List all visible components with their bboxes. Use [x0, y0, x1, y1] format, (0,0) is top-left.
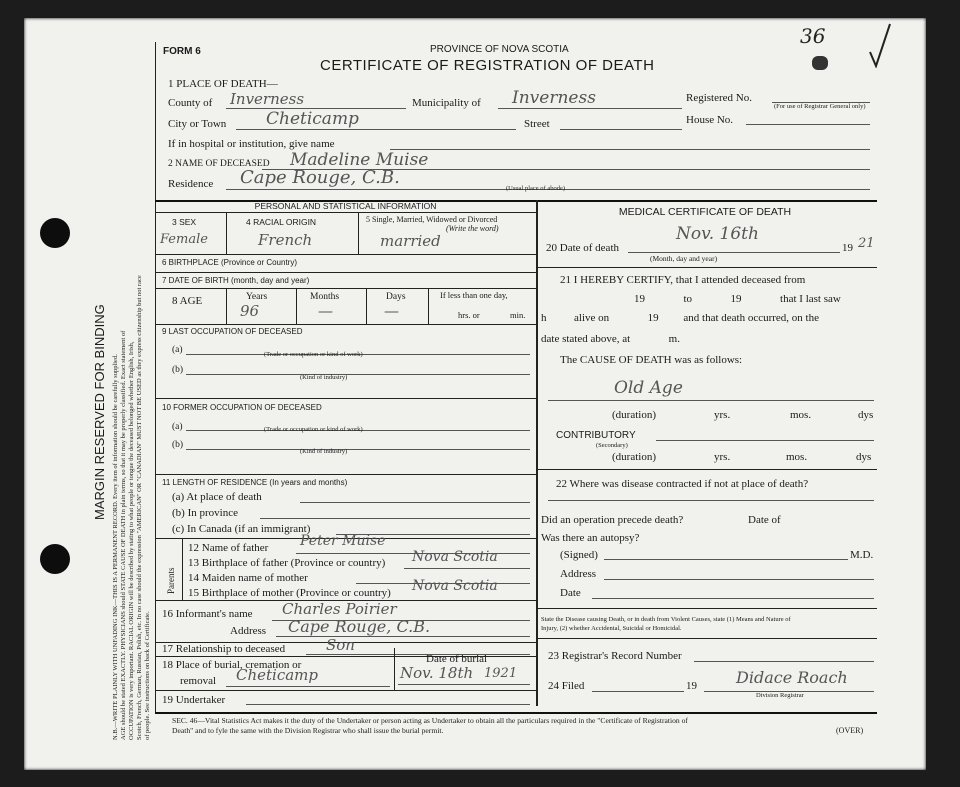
- row-b-label: (b): [172, 365, 184, 375]
- years-unit: yrs.: [714, 409, 731, 421]
- days-value: —: [384, 302, 399, 320]
- over-label: (OVER): [836, 726, 864, 735]
- operation-label: Did an operation precede death?: [541, 514, 684, 526]
- field-line: [628, 252, 840, 253]
- last-occupation-label: 9 LAST OCCUPATION OF DECEASED: [162, 327, 303, 336]
- months-value: —: [318, 302, 333, 320]
- cell-divider: [366, 288, 367, 324]
- place-heading: 1 PLACE OF DEATH—: [168, 78, 278, 90]
- field-line: [186, 374, 530, 375]
- sex-value: Female: [160, 232, 208, 247]
- less-than-day-label: If less than one day,: [440, 290, 508, 300]
- death-year-value: 21: [858, 236, 875, 251]
- field-line: [604, 579, 874, 580]
- field-line: [548, 400, 874, 401]
- division-registrar-label: Division Registrar: [756, 692, 804, 699]
- house-label: House No.: [686, 114, 734, 126]
- racial-value: French: [258, 231, 313, 249]
- years-unit: yrs.: [714, 451, 731, 463]
- relationship-value: Son: [326, 636, 355, 654]
- record-number-label: 23 Registrar's Record Number: [548, 650, 682, 662]
- instruction-line: AGE should be stated EXACTLY. PHYSICIANS should STATE CAUSE OF DEATH in plain terms, so that it may be properly classified. Exact statement of: [120, 330, 127, 740]
- deceased-name-value: Madeline Muise: [290, 150, 429, 170]
- footer-rule: [155, 712, 877, 714]
- certify-line-3: h alive on 19 and that death occurred, on the: [541, 312, 819, 324]
- municipality-value: Inverness: [512, 88, 596, 108]
- burial-year-value: 1921: [484, 666, 518, 681]
- city-label: City or Town: [168, 118, 227, 130]
- ink-stamp: [812, 56, 828, 70]
- field-line: [186, 449, 530, 450]
- months-unit: mos.: [790, 409, 812, 421]
- burial-date-value: Nov. 18th: [400, 664, 474, 682]
- residence-value: Cape Rouge, C.B.: [240, 167, 400, 188]
- months-label: Months: [310, 292, 340, 302]
- county-label: County of: [168, 97, 213, 109]
- cell-divider: [394, 648, 395, 690]
- residence-c-label: (c) In Canada (if an immigrant): [172, 523, 311, 535]
- informant-label: 16 Informant's name: [162, 608, 253, 620]
- operation-date-label: Date of: [748, 514, 781, 526]
- informant-value: Charles Poirier: [282, 600, 397, 618]
- registrar-note: (For use of Registrar General only): [774, 103, 866, 110]
- birthplace-label: 6 BIRTHPLACE (Province or Country): [162, 258, 298, 267]
- page-number: 36: [800, 24, 826, 48]
- instruction-line: N.B.—WRITE PLAINLY WITH UNFADING INK—THIS IS A PERMANENT RECORD. Every item of information should be carefully supplied.: [112, 354, 119, 740]
- field-line: [246, 704, 530, 705]
- former-occupation-label: 10 FORMER OCCUPATION OF DECEASED: [162, 403, 322, 412]
- autopsy-label: Was there an autopsy?: [541, 532, 640, 544]
- trade-note: (Trade or occupation or kind of work): [264, 426, 363, 433]
- residence-label: Residence: [168, 178, 214, 190]
- parents-label: Parents: [166, 567, 176, 594]
- certify-line-2: 19 to 19 that I last saw: [634, 293, 841, 305]
- burial-place-value: Cheticamp: [236, 666, 319, 684]
- cell-divider: [226, 288, 227, 324]
- field-line: [592, 691, 684, 692]
- form-border: [155, 42, 156, 714]
- field-line: [390, 149, 870, 150]
- footer-text: SEC. 46—Vital Statistics Act makes it the duty of the Undertaker or person acting as Undertaker to obtain all the particulars required in the "Certificate of Registration of: [172, 716, 688, 725]
- field-line: [560, 129, 682, 130]
- section-rule: [155, 324, 536, 325]
- death-year-prefix: 19: [842, 242, 853, 254]
- sex-label: 3 SEX: [172, 217, 197, 227]
- years-value: 96: [240, 302, 260, 320]
- field-line: [592, 598, 874, 599]
- marital-value: married: [380, 232, 441, 250]
- racial-label: 4 RACIAL ORIGIN: [246, 217, 317, 227]
- field-line: [276, 636, 530, 637]
- city-value: Cheticamp: [266, 109, 359, 129]
- burial-label: 18 Place of burial, cremation or: [162, 659, 302, 671]
- field-line: [300, 502, 530, 503]
- days-unit: dys: [858, 409, 874, 421]
- field-line: [260, 518, 530, 519]
- field-line: [404, 568, 530, 569]
- field-line: [498, 108, 682, 109]
- industry-note: (Kind of industry): [300, 374, 348, 381]
- section-rule: [155, 212, 536, 213]
- informant-address-label: Address: [230, 625, 267, 637]
- death-date-label: 20 Date of death: [546, 242, 619, 254]
- residence-b-label: (b) In province: [172, 507, 238, 519]
- section-rule: [536, 469, 877, 470]
- cell-divider: [296, 288, 297, 324]
- date-note: (Month, day and year): [650, 254, 718, 263]
- section-rule: [536, 608, 877, 609]
- duration-label: (duration): [612, 409, 656, 421]
- binding-hole: [40, 544, 70, 574]
- column-divider: [536, 200, 538, 706]
- field-line: [548, 500, 874, 501]
- residence-a-label: (a) At place of death: [172, 491, 262, 503]
- father-birthplace-label: 13 Birthplace of father (Province or country): [188, 557, 386, 569]
- days-unit: dys: [856, 451, 872, 463]
- physician-address-label: Address: [560, 568, 597, 580]
- relationship-label: 17 Relationship to deceased: [162, 643, 286, 655]
- father-label: 12 Name of father: [188, 542, 269, 554]
- field-line: [746, 124, 870, 125]
- field-line: [306, 654, 530, 655]
- father-birthplace-value: Nova Scotia: [412, 549, 498, 565]
- hospital-label: If in hospital or institution, give name: [168, 138, 335, 150]
- field-line: [226, 686, 390, 687]
- mother-label: 14 Maiden name of mother: [188, 572, 308, 584]
- personal-heading: PERSONAL AND STATISTICAL INFORMATION: [254, 201, 437, 211]
- section-rule: [155, 398, 536, 399]
- cell-divider: [358, 212, 359, 254]
- dob-label: 7 DATE OF BIRTH (month, day and year): [162, 276, 310, 285]
- section-rule: [536, 267, 877, 268]
- trade-note: (Trade or occupation or kind of work): [264, 351, 363, 358]
- instruction-line: OCCUPATION is very important. RACIAL ORIGIN will be described by stating to what people or tongue the deceased belonged whether English, Irish,: [128, 341, 135, 740]
- signed-label: (Signed): [560, 549, 598, 561]
- field-line: [604, 559, 848, 560]
- field-line: [236, 129, 516, 130]
- registrar-signature: Didace Roach: [736, 668, 848, 687]
- md-label: M.D.: [850, 549, 874, 561]
- street-label: Street: [524, 118, 550, 130]
- certify-line-1: 21 I HEREBY CERTIFY, that I attended deceased from: [560, 274, 806, 286]
- section-rule: [155, 690, 536, 691]
- instruction-line: Scotch, French, German, Russian, Polish, etc. In no case should the expression "AMERICAN" OR "CANADIAN" MUST NOT BE USED as they express citizenship but not race: [136, 275, 143, 740]
- filed-label: 24 Filed: [548, 680, 585, 692]
- registered-label: Registered No.: [686, 92, 752, 104]
- medical-heading: MEDICAL CERTIFICATE OF DEATH: [618, 206, 792, 218]
- hours-label: hrs. or: [458, 310, 480, 320]
- duration-label: (duration): [612, 451, 656, 463]
- undertaker-label: 19 Undertaker: [162, 694, 226, 706]
- field-line: [656, 440, 874, 441]
- section-rule: [155, 272, 536, 273]
- form-number: FORM 6: [163, 46, 201, 57]
- field-line: [694, 661, 874, 662]
- mother-birthplace-value: Nova Scotia: [412, 578, 498, 594]
- industry-note: (Kind of industry): [300, 448, 348, 455]
- row-b-label: (b): [172, 440, 184, 450]
- page-title: CERTIFICATE OF REGISTRATION OF DEATH: [320, 57, 655, 74]
- cell-divider: [428, 288, 429, 324]
- margin-binding-label: MARGIN RESERVED FOR BINDING: [92, 304, 107, 520]
- binding-hole: [40, 218, 70, 248]
- section-rule: [155, 288, 536, 289]
- instruction-line: of people. See instructions on back of Certificate.: [144, 611, 151, 740]
- field-line: [398, 684, 530, 685]
- check-mark: [868, 22, 892, 68]
- father-value: Peter Muise: [300, 533, 386, 549]
- violent-note: State the Disease causing Death, or in death from Violent Causes, state (1) Means and Nature of: [541, 616, 791, 623]
- cause-label: The CAUSE OF DEATH was as follows:: [560, 354, 743, 366]
- residence-length-label: 11 LENGTH OF RESIDENCE (In years and months): [162, 478, 348, 487]
- secondary-note: (Secondary): [596, 442, 628, 449]
- contributory-label: CONTRIBUTORY: [556, 430, 636, 441]
- footer-text: Death" and to fyle the same with the Division Registrar who shall issue the burial permit.: [172, 726, 444, 735]
- deceased-name-label: 2 NAME OF DECEASED: [168, 159, 270, 169]
- marital-label: 5 Single, Married, Widowed or Divorced: [366, 215, 498, 224]
- cell-divider: [226, 212, 227, 254]
- death-date-value: Nov. 16th: [676, 224, 759, 244]
- filed-year: 19: [686, 680, 697, 692]
- age-label: 8 AGE: [172, 295, 203, 307]
- physician-date-label: Date: [560, 587, 581, 599]
- cause-value: Old Age: [614, 378, 683, 398]
- minutes-label: min.: [510, 310, 526, 320]
- certify-line-4: date stated above, at m.: [541, 333, 680, 345]
- days-label: Days: [386, 292, 406, 302]
- marital-note: (Write the word): [446, 224, 499, 233]
- contracted-label: 22 Where was disease contracted if not at place of death?: [556, 478, 809, 490]
- abode-note: (Usual place of abode): [506, 185, 566, 192]
- section-rule: [536, 638, 877, 639]
- row-a-label: (a): [172, 422, 183, 432]
- county-value: Inverness: [230, 90, 305, 108]
- burial-date-label: Date of burial: [426, 653, 488, 665]
- violent-note: Injury, (2) whether Accidental, Suicidal or Homicidal.: [541, 625, 682, 632]
- removal-label: removal: [180, 675, 217, 687]
- section-rule: [155, 254, 536, 255]
- province-heading: PROVINCE OF NOVA SCOTIA: [430, 44, 569, 55]
- cell-divider: [182, 538, 183, 600]
- mother-birthplace-label: 15 Birthplace of mother (Province or country): [188, 587, 391, 599]
- informant-address-value: Cape Rouge, C.B.: [288, 617, 431, 636]
- years-label: Years: [246, 292, 268, 302]
- months-unit: mos.: [786, 451, 808, 463]
- section-rule: [155, 474, 536, 475]
- municipality-label: Municipality of: [412, 97, 481, 109]
- row-a-label: (a): [172, 345, 183, 355]
